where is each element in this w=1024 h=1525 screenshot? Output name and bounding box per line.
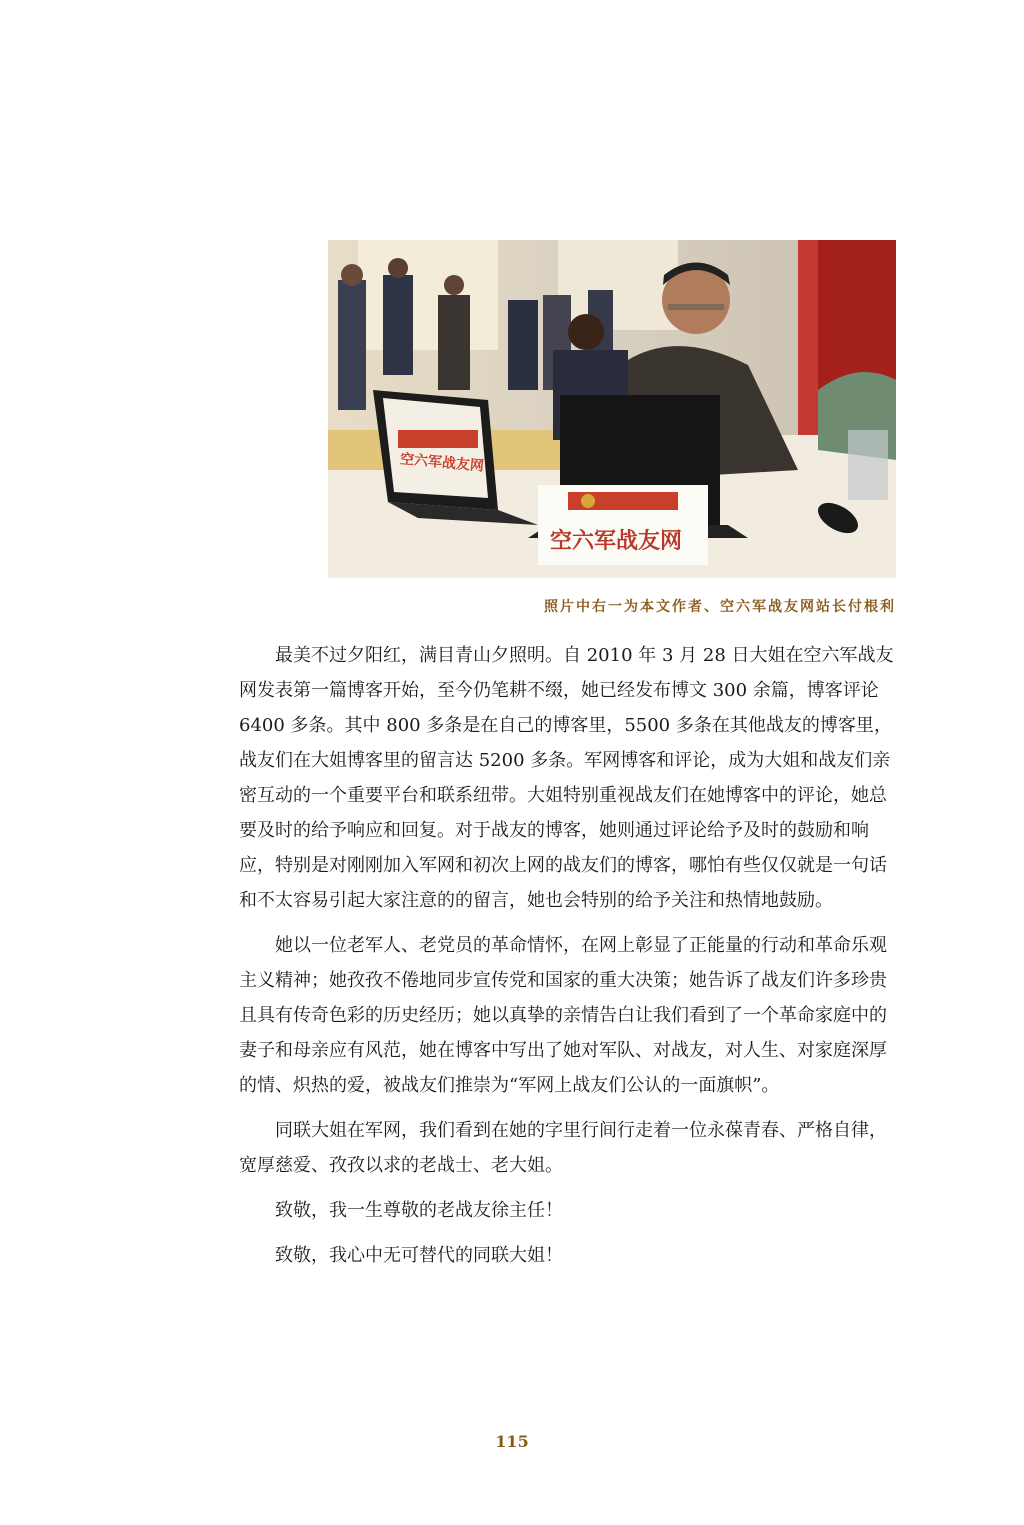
- sign-label-front: 空六军战友网: [550, 529, 683, 554]
- paragraph: 致敬，我心中无可替代的同联大姐！: [275, 1245, 563, 1266]
- paragraph: 最美不过夕阳红，满目青山夕照明。自 2010 年 3 月 28 日大姐在空六军战友网发表第一篇博客开始，至今仍笔耕不缀，她已经发布博文 300 余篇，博客评论 6400 多条。其中 800 多条是在自己的博客里，5500 多条在其他战友的博客里，战友们在大姐博客里的留言达 5200 多条。军网博客和评论，成为大姐和战友们亲密互动的一个重要平台和联系纽带。大姐特别重视战友们在她博客中的评论，她总要及时的给予响应和回复。对于战友的博客，她则通过评论给予及时的鼓励和响应，特别是对刚刚加入军网和初次上网的战友们的博客，哪怕有些仅仅就是一句话和不太容易引起大家注意的的留言，她也会特别的给予关注和热情地鼓励。: [239, 645, 894, 911]
- paragraph: 同联大姐在军网，我们看到在她的字里行间行走着一位永葆青春、严格自律，宽厚慈爱、孜孜以求的老战士、老大姐。: [239, 1120, 887, 1176]
- photo-caption: 照片中右一为本文作者、空六军战友网站长付根利: [544, 599, 896, 615]
- paragraph: 她以一位老军人、老党员的革命情怀，在网上彰显了正能量的行动和革命乐观主义精神；她孜孜不倦地同步宣传党和国家的重大决策；她告诉了战友们许多珍贵且具有传奇色彩的历史经历；她以真挚的亲情告白让我们看到了一个革命家庭中的妻子和母亲应有风范，她在博客中写出了她对军队、对战友，对人生、对家庭深厚的情、炽热的爱，被战友们推崇为“军网上战友们公认的一面旗帜”。: [239, 935, 887, 1096]
- article-body: [239, 638, 897, 1283]
- article-photo: [328, 240, 896, 578]
- page-number: 115: [495, 1432, 529, 1451]
- sign-label-back: 空六军战友网: [399, 451, 485, 475]
- paragraph: 致敬，我一生尊敬的老战友徐主任！: [275, 1200, 563, 1221]
